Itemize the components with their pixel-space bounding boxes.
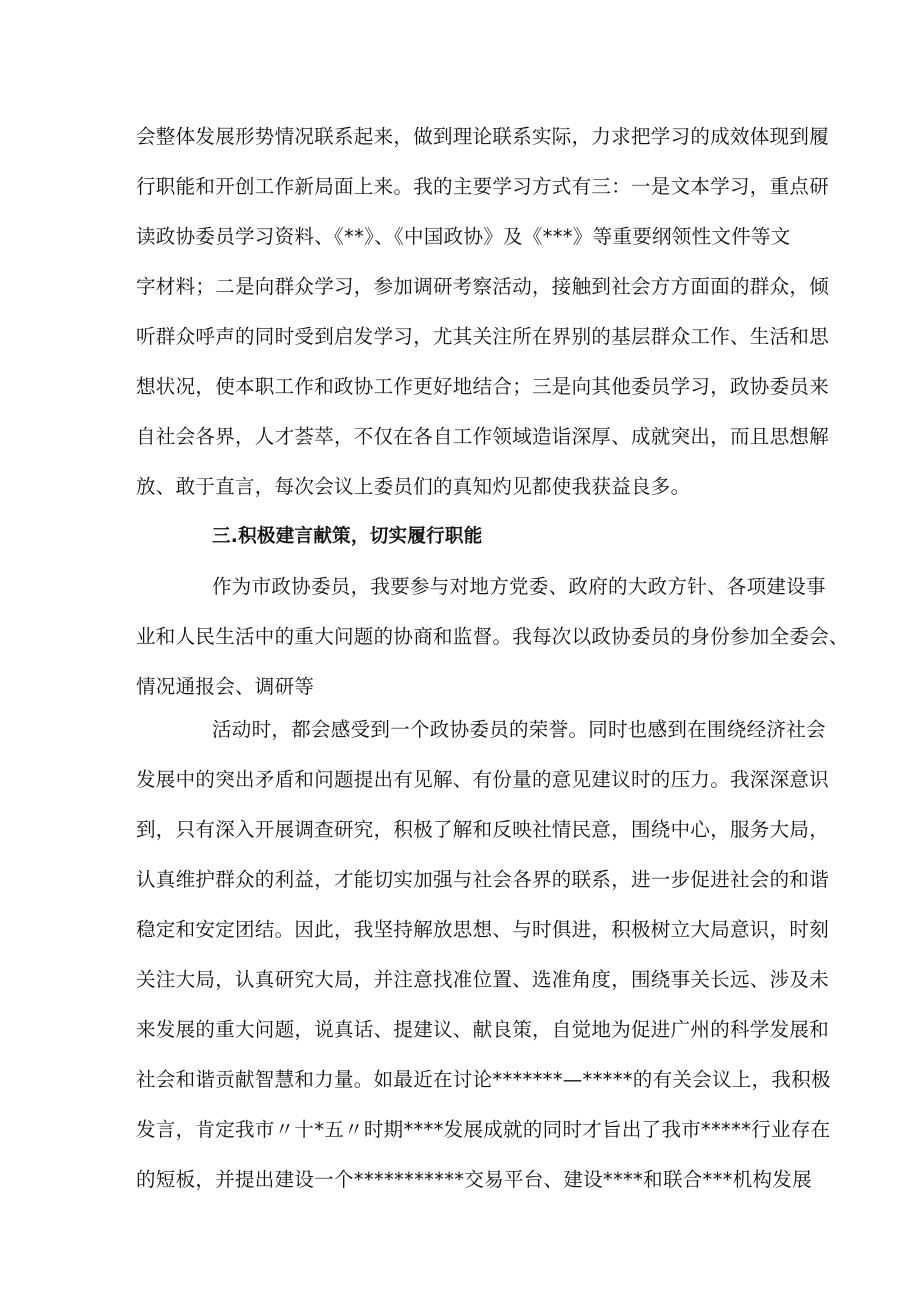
paragraph-line: 关注大局，认真研究大局，并注意找准位置、选准角度，围绕事关长远、涉及未 bbox=[136, 968, 830, 991]
paragraph-line: 业和人民生活中的重大问题的协商和监督。我每次以政协委员的身份参加全委会、 bbox=[136, 625, 849, 648]
paragraph-line: 放、敢于直言，每次会议上委员们的真知灼见都使我获益良多。 bbox=[136, 475, 691, 498]
paragraph-line: 情况通报会、调研等 bbox=[136, 675, 315, 698]
paragraph-line: 到，只有深入开展调查研究，积极了解和反映社情民意，围绕中心，服务大局， bbox=[136, 818, 830, 841]
paragraph-line: 作为市政协委员，我要参与对地方党委、政府的大政方针、各项建设事 bbox=[212, 575, 826, 598]
paragraph-line: 字材料；二是向群众学习，参加调研考察活动，接触到社会方方面面的群众，倾 bbox=[136, 275, 830, 298]
paragraph-line: 活动时，都会感受到一个政协委员的荣誉。同时也感到在围绕经济社会 bbox=[212, 718, 826, 741]
paragraph-line: 行职能和开创工作新局面上来。我的主要学习方式有三：一是文本学习，重点研 bbox=[136, 175, 830, 198]
paragraph-line: 社会和谐贡献智慧和力量。如最近在讨论*******—*****的有关会议上，我积极 bbox=[136, 1068, 831, 1091]
paragraph-line: 发展中的突出矛盾和问题提出有见解、有份量的意见建议时的压力。我深深意识 bbox=[136, 768, 830, 791]
paragraph-line: 认真维护群众的利益，才能切实加强与社会各界的联系，进一步促进社会的和谐 bbox=[136, 868, 830, 891]
paragraph-line: 会整体发展形势情况联系起来，做到理论联系实际，力求把学习的成效体现到履 bbox=[136, 125, 830, 148]
paragraph-line: 听群众呼声的同时受到启发学习，尤其关注所在界别的基层群众工作、生活和思 bbox=[136, 325, 830, 348]
paragraph-line: 读政协委员学习资料、《**》、《中国政协》及《***》等重要纲领性文件等文 bbox=[136, 225, 791, 248]
paragraph-line: 稳定和安定团结。因此，我坚持解放思想、与时俱进，积极树立大局意识，时刻 bbox=[136, 918, 830, 941]
paragraph-line: 发言，肯定我市〃十*五〃时期****发展成就的同时才旨出了我市*****行业存在 bbox=[136, 1118, 831, 1141]
paragraph-line: 的短板，并提出建设一个***********交易平台、建设****和联合***机构发展 bbox=[136, 1168, 812, 1191]
paragraph-line: 来发展的重大问题，说真话、提建议、献良策，自觉地为促进广州的科学发展和 bbox=[136, 1018, 830, 1041]
section-heading: 三.积极建言献策，切实履行职能 bbox=[212, 526, 483, 547]
paragraph-line: 想状况，使本职工作和政协工作更好地结合；三是向其他委员学习，政协委员来 bbox=[136, 375, 830, 398]
paragraph-line: 自社会各界，人才荟萃，不仅在各自工作领域造诣深厚、成就突出，而且思想解 bbox=[136, 425, 830, 448]
